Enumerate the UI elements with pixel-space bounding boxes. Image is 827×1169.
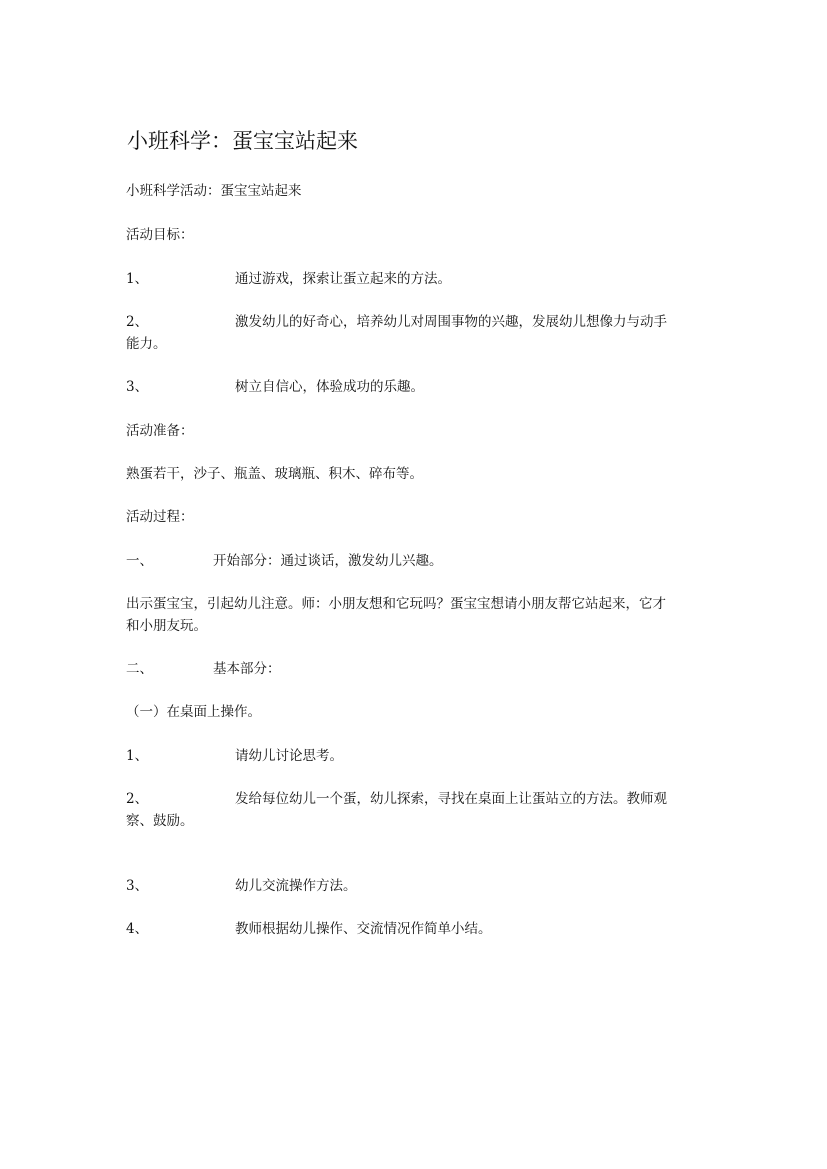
step-text-3: 幼儿交流操作方法。 [235, 878, 357, 894]
goal-number-3: 3、 [126, 379, 149, 395]
step-text-2-line2: 察、鼓励。 [126, 813, 194, 829]
step-number-4: 4、 [126, 921, 149, 937]
step-number-3: 3、 [126, 878, 149, 894]
step-number-2: 2、 [126, 791, 149, 807]
goal-text-3: 树立自信心，体验成功的乐趣。 [235, 379, 424, 395]
goal-text-2-line1: 激发幼儿的好奇心，培养幼儿对周围事物的兴趣，发展幼儿想像力与动手 [235, 314, 667, 330]
preparation-text: 熟蛋若干，沙子、瓶盖、玻璃瓶、积木、碎布等。 [126, 466, 423, 482]
part-text-1: 开始部分：通过谈话，激发幼儿兴趣。 [213, 553, 443, 569]
preparation-heading: 活动准备： [126, 423, 194, 439]
step-text-4: 教师根据幼儿操作、交流情况作简单小结。 [235, 921, 492, 937]
step-text-2-line1: 发给每位幼儿一个蛋，幼儿探索，寻找在桌面上让蛋站立的方法。教师观 [235, 791, 667, 807]
goals-heading: 活动目标： [126, 227, 194, 243]
step-number-1: 1、 [126, 748, 149, 764]
step-text-2-block [126, 788, 706, 832]
goal-number-2: 2、 [126, 314, 149, 330]
step-text-1: 请幼儿讨论思考。 [235, 748, 343, 764]
part1-description-line2: 和小朋友玩。 [126, 618, 207, 634]
part-number-2: 二、 [126, 661, 153, 677]
goal-text-2-line2: 能力。 [126, 336, 167, 352]
section-subheading: （一）在桌面上操作。 [126, 704, 261, 720]
process-heading: 活动过程： [126, 509, 194, 525]
page-title: 小班科学：蛋宝宝站起来 [127, 129, 358, 153]
goal-text-2-block [126, 311, 706, 355]
part1-description [126, 593, 706, 637]
part-text-2: 基本部分： [213, 661, 281, 677]
activity-subtitle: 小班科学活动：蛋宝宝站起来 [126, 183, 302, 199]
part-number-1: 一、 [126, 553, 153, 569]
part1-description-line1: 出示蛋宝宝，引起幼儿注意。师：小朋友想和它玩吗？蛋宝宝想请小朋友帮它站起来，它才 [126, 596, 666, 612]
goal-number-1: 1、 [126, 271, 149, 287]
goal-text-1: 通过游戏，探索让蛋立起来的方法。 [235, 271, 451, 287]
